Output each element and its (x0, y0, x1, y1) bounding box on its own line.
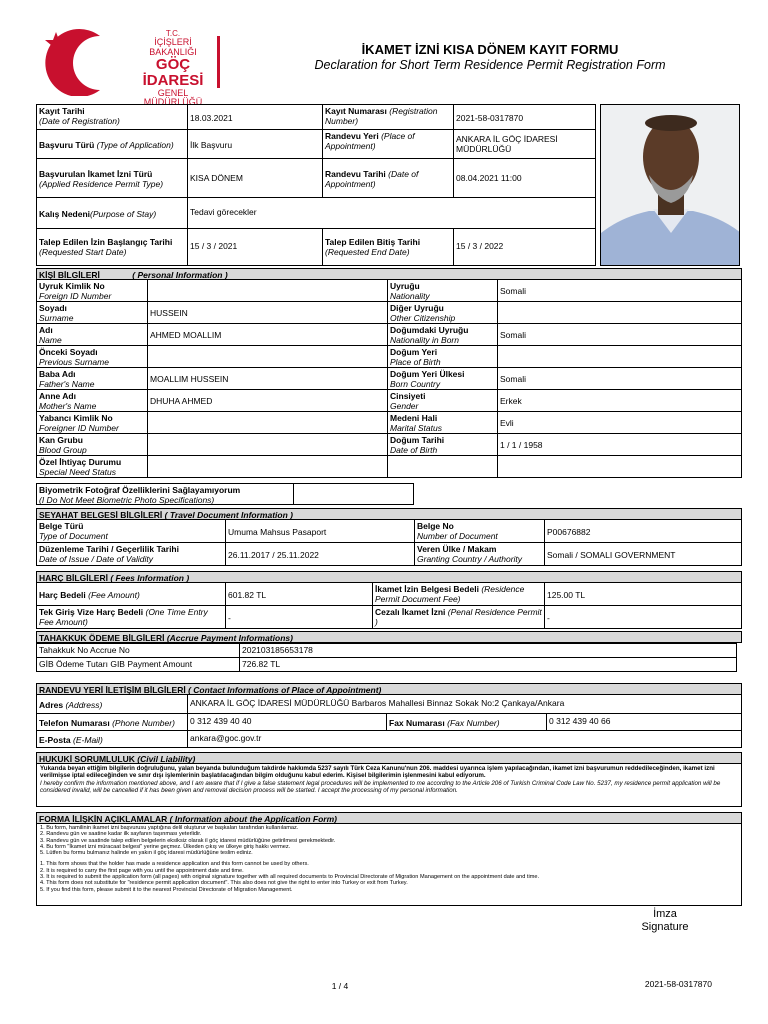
personal-left-value (147, 279, 388, 302)
personal-right-value: Erkek (497, 389, 742, 412)
email-value: ankara@goc.gov.tr (187, 730, 742, 748)
logo-line-4: GENEL MÜDÜRLÜĞÜ (143, 87, 203, 108)
personal-right-value: Evli (497, 411, 742, 434)
personal-right-label: Cinsiyeti Gender (387, 389, 498, 412)
section-fees: HARÇ BİLGİLERİ ( Fees Information ) (36, 571, 742, 583)
information-tr-item: 2. Randevu gün ve saatine kadar ilk sayfanın taşınması yeterlidir. (40, 831, 202, 838)
biometric-photo-checkbox[interactable] (293, 483, 414, 505)
gib-payment-value: 726.82 TL (239, 657, 737, 672)
form-subtitle: Declaration for Short Term Residence Permit Registration Form (314, 58, 666, 72)
personal-right-label: Doğum Yeri Ülkesi Born Country (387, 367, 498, 390)
requested-start-date-label: Talep Edilen İzin Başlangıç Tarihi (Requested Start Date) (36, 228, 188, 266)
purpose-of-stay-label: Kalış Nedeni(Purpose of Stay) (36, 197, 188, 229)
personal-right-empty-value (497, 455, 742, 478)
ministry-logo-text (133, 30, 213, 108)
application-type-label: Başvuru Türü (Type of Application) (36, 129, 188, 159)
personal-right-label: Doğum Tarihi Date of Birth (387, 433, 498, 456)
personal-right-label: Doğum Yeri Place of Birth (387, 345, 498, 368)
gib-payment-label: GİB Ödeme Tutarı GIB Payment Amount (36, 657, 240, 672)
information-tr-item: 1. Bu form, hamilinin ikamet izni başvurusu yaptığına delil oluşturur ve başkaları tarafından kullanılamaz. (40, 825, 299, 831)
personal-left-value: AHMED MOALLIM (147, 323, 388, 346)
personal-left-label: Önceki Soyadı Previous Surname (36, 345, 148, 368)
personal-left-value: MOALLIM HUSSEIN (147, 367, 388, 390)
information-en-item: 2. It is required to carry the first page with you until the appointment date and time. (40, 867, 244, 874)
appointment-date-label: Randevu Tarihi (Date of Appointment) (322, 158, 454, 198)
section-civil-liability: HUKUKİ SORUMLULUK (Civil Liability) (36, 752, 742, 764)
personal-left-label: Baba Adı Father's Name (36, 367, 148, 390)
information-en-item: 1. This form shows that the holder has made a residence application and this form cannot be used by others. (40, 861, 309, 868)
civil-liability-tr: Yukarıda beyan ettiğim bilgilerin doğruluğunu, yalan beyanda bulunduğum takdirde hakkımda 5237 sayılı Türk Ceza Kanunu'nun 206. maddesi uyarınca işlem yapılacağından, ikamet izni başvurumun reddedileceğinden, ikamet izni verilmişse iptal edileceğinden ve sınır dışı işlemlerinin başlatılacağından bilgim olduğunu kabul ederim. Kişisel bilgilerimin işlenmesini kabul ediyorum. (40, 765, 715, 780)
personal-right-value: Somali (497, 323, 742, 346)
email-label: E-Posta (E-Mail) (36, 730, 188, 748)
form-title: İKAMET İZNİ KISA DÖNEM KAYIT FORMU (361, 42, 619, 57)
information-en-list (40, 861, 738, 892)
document-number-value: P00676882 (544, 519, 742, 543)
logo-line-1: T.C. (165, 29, 181, 38)
personal-right-label: Diğer Uyruğu Other Citizenship (387, 301, 498, 324)
granting-authority-label: Veren Ülke / Makam Granting Country / Authority (414, 542, 545, 566)
appointment-place-label: Randevu Yeri (Place of Appointment) (322, 129, 454, 159)
personal-left-label: Özel İhtiyaç Durumu Special Need Status (36, 455, 148, 478)
document-dates-value: 26.11.2017 / 25.11.2022 (225, 542, 415, 566)
personal-right-value (497, 301, 742, 324)
personal-left-value (147, 411, 388, 434)
personal-left-value (147, 455, 388, 478)
appointment-date-value: 08.04.2021 11:00 (453, 158, 596, 198)
signature-block (610, 908, 720, 934)
fax-label: Fax Numarası (Fax Number) (386, 713, 547, 731)
personal-right-empty (387, 455, 498, 478)
personal-right-value (497, 345, 742, 368)
address-value: ANKARA İL GÖÇ İDARESİ MÜDÜRLÜĞÜ Barbaros Mahallesi Binnaz Sokak No:2 Çankaya/Ankara (187, 694, 742, 714)
requested-start-date-value: 15 / 3 / 2021 (187, 228, 323, 266)
personal-right-value: 1 / 1 / 1958 (497, 433, 742, 456)
personal-right-label: Medeni Hali Marital Status (387, 411, 498, 434)
logo-line-2: İÇİŞLERİ BAKANLIĞI (149, 37, 197, 57)
document-dates-label: Düzenleme Tarihi / Geçerlilik Tarihi Date of Issue / Date of Validity (36, 542, 226, 566)
fax-value: 0 312 439 40 66 (546, 713, 742, 731)
registration-number-label: Kayıt Numarası (Registration Number) (322, 104, 454, 130)
phone-label: Telefon Numarası (Phone Number) (36, 713, 188, 731)
document-type-value: Umuma Mahsus Pasaport (225, 519, 415, 543)
footer-reference: 2021-58-0317870 (644, 979, 712, 989)
page-number: 1 / 4 (331, 981, 349, 991)
personal-left-label: Uyruk Kimlik No Foreign ID Number (36, 279, 148, 302)
personal-right-label: Doğumdaki Uyruğu Nationality in Born (387, 323, 498, 346)
appointment-place-value: ANKARA İL GÖÇ İDARESİ MÜDÜRLÜĞÜ (453, 129, 596, 159)
registration-date-value: 18.03.2021 (187, 104, 323, 130)
registration-date-label: Kayıt Tarihi (Date of Registration) (36, 104, 188, 130)
fee-amount-value: 601.82 TL (225, 582, 373, 606)
information-tr-item: 4. Bu form "İkamet izni müracaat belgesi" yerine geçmez. Ülkeden çıkış ve ülkeye giriş hakkı vermez. (40, 843, 291, 850)
entry-visa-fee-value: - (225, 605, 373, 629)
biometric-photo-label: Biyometrik Fotoğraf Özelliklerini Sağlayamıyorum (I Do Not Meet Biometric Photo Specifications) (36, 483, 294, 505)
application-type-value: İlk Başvuru (187, 129, 323, 159)
form-information-text (36, 823, 742, 906)
civil-liability-en: I hereby confirm the information mentioned above, and I am aware that if I give a false statement legal procedures will be implemented to me according to the Article 206 of Turkish Criminal Code Law No. 5237, my residence permit application will be considered invalid, will be cancelled if it has been given and removal decision process will be started. I accept the processing of my personal information. (40, 779, 721, 794)
permit-type-label: Başvurulan İkamet İzni Türü (Applied Residence Permit Type) (36, 158, 188, 198)
personal-left-label: Yabancı Kimlik No Foreigner ID Number (36, 411, 148, 434)
information-en-item: 3. It is required to submit the application form (all pages) with original signature together with all required documents to Provincial Directorate of Migration Management on the appointment date and time. (40, 874, 540, 881)
phone-value: 0 312 439 40 40 (187, 713, 387, 731)
penal-permit-value: - (544, 605, 742, 629)
information-en-item: 5. If you find this form, please submit it to the nearest Provincial Directorate of Migration Management. (40, 886, 293, 893)
section-accrue-payment: TAHAKKUK ÖDEME BİLGİLERİ (Accrue Payment Informations) (36, 631, 742, 643)
permit-type-value: KISA DÖNEM (187, 158, 323, 198)
personal-left-label: Soyadı Surname (36, 301, 148, 324)
section-form-information: FORMA İLİŞKİN AÇIKLAMALAR ( Information about the Application Form) (36, 812, 742, 824)
information-en-item: 4. This form does not substitute for "residence permit application document". This also does not give the right to enter into Turkey or exit from Turkey. (40, 880, 408, 887)
requested-end-date-value: 15 / 3 / 2022 (453, 228, 596, 266)
personal-left-value: HUSSEIN (147, 301, 388, 324)
logo-divider (217, 36, 220, 88)
requested-end-date-label: Talep Edilen Bitiş Tarihi (Requested End Date) (322, 228, 454, 266)
personal-right-value: Somali (497, 279, 742, 302)
fee-amount-label: Harç Bedeli (Fee Amount) (36, 582, 226, 606)
accrue-number-value: 202103185653178 (239, 643, 737, 658)
personal-left-value: DHUHA AHMED (147, 389, 388, 412)
section-travel-document: SEYAHAT BELGESİ BİLGİLERİ ( Travel Document Information ) (36, 508, 742, 520)
information-tr-item: 5. Lütfen bu formu bulmanız halinde en yakın il göç idaresi müdürlüğüne teslim ediniz. (40, 850, 253, 857)
turkish-crescent-star-logo (42, 26, 132, 96)
personal-left-label: Anne Adı Mother's Name (36, 389, 148, 412)
permit-document-fee-value: 125.00 TL (544, 582, 742, 606)
personal-right-value: Somali (497, 367, 742, 390)
section-personal-info: KİŞİ BİLGİLERİ ( Personal Information ) (36, 268, 742, 280)
personal-left-value (147, 433, 388, 456)
document-type-label: Belge Türü Type of Document (36, 519, 226, 543)
civil-liability-text (36, 763, 742, 807)
signature-label-en: Signature (641, 921, 689, 933)
signature-label-tr: İmza (653, 908, 677, 920)
section-contact-info: RANDEVU YERİ İLETİŞİM BİLGİLERİ ( Contact Informations of Place of Appointment) (36, 683, 742, 695)
purpose-of-stay-value: Tedavi görecekler (187, 197, 596, 229)
registration-number-value: 2021-58-0317870 (453, 104, 596, 130)
address-label: Adres (Address) (36, 694, 188, 714)
document-number-label: Belge No Number of Document (414, 519, 545, 543)
personal-left-label: Kan Grubu Blood Group (36, 433, 148, 456)
applicant-photo (600, 104, 740, 266)
personal-left-value (147, 345, 388, 368)
granting-authority-value: Somali / SOMALI GOVERNMENT (544, 542, 742, 566)
permit-document-fee-label: İkamet İzin Belgesi Bedeli (Residence Permit Document Fee) (372, 582, 545, 606)
penal-permit-label: Cezalı İkamet İzni (Penal Residence Permit ) (372, 605, 545, 629)
personal-left-label: Adı Name (36, 323, 148, 346)
logo-line-3: GÖÇ İDARESİ (142, 56, 204, 90)
entry-visa-fee-label: Tek Giriş Vize Harç Bedeli (One Time Entry Fee Amount) (36, 605, 226, 629)
information-tr-item: 3. Randevu gün ve saatinde talep edilen belgelerin eksiksiz olarak il göç idaresi müdürlüğüne getirilmesi gerekmektedir. (40, 837, 336, 844)
personal-right-label: Uyruğu Nationality (387, 279, 498, 302)
information-tr-list (40, 825, 738, 856)
accrue-number-label: Tahakkuk No Accrue No (36, 643, 240, 658)
